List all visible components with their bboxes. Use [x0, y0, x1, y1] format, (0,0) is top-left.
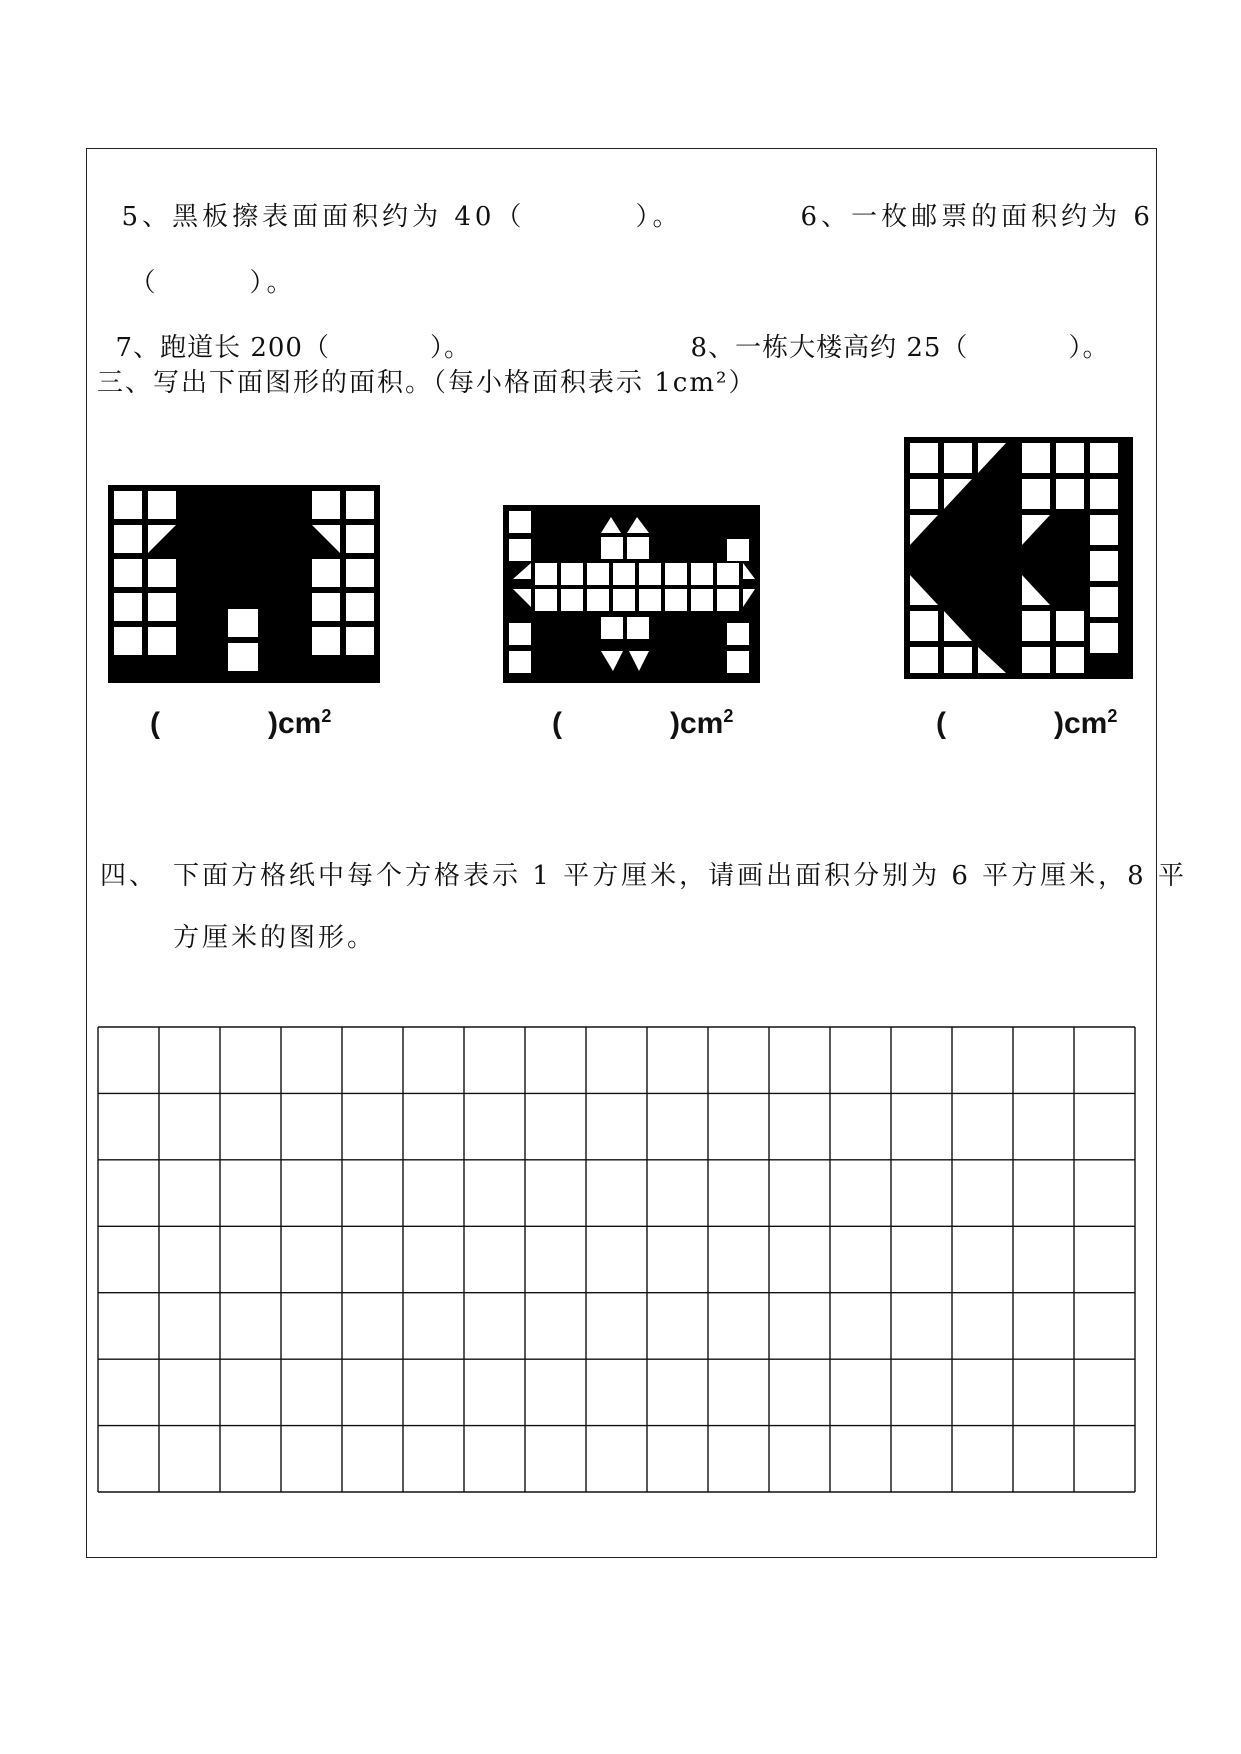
q6-text: 6、一枚邮票的面积约为 6 — [800, 202, 1154, 232]
question-5 — [97, 166, 682, 233]
q8-suffix: ）。 — [1068, 333, 1110, 363]
arrows-unit: )cm — [1054, 707, 1108, 740]
question-6-line2 — [105, 232, 297, 299]
q6-open: （ — [129, 268, 160, 298]
house-figure — [108, 485, 380, 683]
q5-suffix: ）。 — [635, 202, 683, 232]
q7-text: 7、跑道长 200（ — [115, 333, 330, 363]
house-area-caption — [150, 706, 331, 741]
house-open-paren: ( — [150, 707, 160, 740]
section-4-label: 四、 — [100, 861, 159, 891]
arrows-unit-sup: 2 — [1107, 706, 1118, 726]
q5-text: 5、黑板擦表面面积约为 40（ — [121, 202, 526, 232]
question-8 — [672, 297, 1109, 364]
airplane-unit: )cm — [670, 707, 724, 740]
house-unit: )cm — [268, 707, 322, 740]
airplane-unit-sup: 2 — [723, 706, 734, 726]
airplane-figure — [503, 505, 760, 683]
question-7 — [97, 297, 471, 364]
airplane-open-paren: ( — [552, 707, 562, 740]
section-4-line2: 方厘米的图形。 — [173, 923, 377, 953]
section-4-line1: 下面方格纸中每个方格表示 1 平方厘米，请画出面积分别为 6 平方厘米，8 平 — [173, 861, 1187, 891]
q7-suffix: ）。 — [429, 333, 471, 363]
q6-suffix: ）。 — [249, 268, 297, 298]
q8-text: 8、一栋大楼高约 25（ — [690, 333, 969, 363]
section-3-title: 三、写出下面图形的面积。（每小格面积表示 1cm²） — [97, 368, 757, 398]
drawing-grid[interactable] — [97, 1026, 1136, 1493]
house-unit-sup: 2 — [321, 706, 332, 726]
airplane-area-caption — [552, 706, 733, 741]
arrows-figure — [904, 437, 1133, 679]
arrows-area-caption — [936, 706, 1117, 741]
question-6 — [776, 166, 1154, 233]
arrows-open-paren: ( — [936, 707, 946, 740]
